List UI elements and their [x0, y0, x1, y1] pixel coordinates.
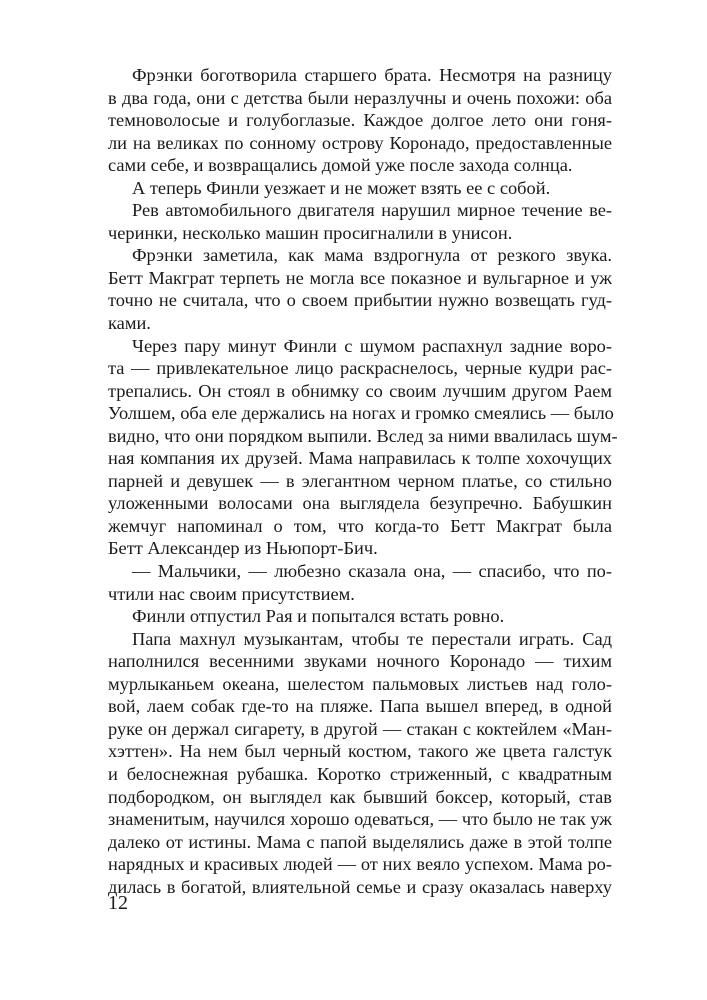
paragraph: [108, 177, 612, 200]
text-line: наполнился весенними звуками ночного Коронадо — тихим: [108, 651, 612, 672]
text-line: уложенными волосами она выглядела безупречно. Бабушкин: [108, 493, 612, 514]
text-line: ли на великах по сонному острову Коронадо, предоставленные: [108, 132, 612, 153]
text-line: Фрэнки боготворила старшего брата. Несмотря на разницу: [132, 65, 612, 85]
text-line: А теперь Финли уезжает и не может взять ее с собой.: [132, 177, 551, 198]
paragraph: [108, 199, 612, 244]
paragraph: [108, 335, 618, 560]
text-line: видно, что они порядком выпили. Вслед за ними ввалилась шум-: [108, 425, 618, 446]
text-line: Рев автомобильного двигателя нарушил мирное течение ве-: [132, 200, 612, 221]
text-line: мурлыканьем океана, шелестом пальмовых листьев над голо-: [108, 673, 612, 694]
text-line: Уолшем, оба еле держались на ногах и громко смеялись — было: [108, 403, 614, 424]
text-line: Через пару минут Финли с шумом распахнул задние воро-: [132, 335, 612, 356]
page-body: [108, 64, 618, 898]
paragraph: [108, 628, 612, 899]
text-line: дилась в богатой, влиятельной семье и сразу оказалась наверху: [108, 876, 612, 897]
paragraph: [108, 64, 612, 177]
text-line: чтили нас своим присутствием.: [108, 583, 355, 604]
text-line: нарядных и красивых людей — от них веяло успехом. Мама ро-: [108, 854, 612, 875]
text-line: Бетт Макграт терпеть не могла все показное и вульгарное и уж: [108, 267, 612, 288]
paragraph: [108, 560, 612, 605]
text-line: Финли отпустил Рая и попытался встать ровно.: [132, 606, 505, 627]
text-line: и белоснежная рубашка. Коротко стриженный, с квадратным: [108, 763, 612, 784]
text-line: подбородком, он выглядел как бывший боксер, который, став: [108, 786, 612, 807]
text-line: далеко от истины. Мама с папой выделялись даже в этой толпе: [108, 831, 612, 852]
text-line: парней и девушек — в элегантном черном платье, со стильно: [108, 470, 612, 491]
text-line: вой, лаем собак где-то на пляже. Папа вышел вперед, в одной: [108, 696, 612, 717]
text-line: руке он держал сигарету, в другой — стакан с коктейлем «Ман-: [108, 718, 612, 739]
text-line: темноволосые и голубоглазые. Каждое долгое лето они гоня-: [108, 110, 612, 131]
paragraph: [108, 605, 612, 628]
text-line: — Мальчики, — любезно сказала она, — спасибо, что по-: [132, 561, 612, 582]
text-line: в два года, они с детства были неразлучны и очень похожи: оба: [108, 87, 612, 108]
text-line: черинки, несколько машин просигналили в унисон.: [108, 222, 513, 243]
paragraph: [108, 244, 612, 334]
page-number: 12: [108, 892, 128, 914]
text-line: ками.: [108, 313, 151, 334]
text-line: трепались. Он стоял в обнимку со своим лучшим другом Раем: [108, 380, 612, 401]
text-line: Фрэнки заметила, как мама вздрогнула от резкого звука.: [132, 245, 612, 266]
text-line: знаменитым, научился хорошо одеваться, — что было не так уж: [108, 809, 612, 830]
text-line: хэттен». На нем был черный костюм, такого же цвета галстук: [108, 741, 612, 762]
text-line: ная компания их друзей. Мама направилась к толпе хохочущих: [108, 448, 612, 469]
text-line: сами себе, и возвращались домой уже после захода солнца.: [108, 155, 573, 176]
text-line: жемчуг напоминал о том, что когда-то Бетт Макграт была: [108, 515, 612, 536]
text-line: точно не считала, что о своем прибытии нужно возвещать гуд-: [108, 290, 612, 311]
text-line: Папа махнул музыкантам, чтобы те перестали играть. Сад: [132, 628, 612, 649]
text-line: та — привлекательное лицо раскраснелось, черные кудри рас-: [108, 358, 612, 379]
text-line: Бетт Александер из Ньюпорт-Бич.: [108, 538, 378, 559]
